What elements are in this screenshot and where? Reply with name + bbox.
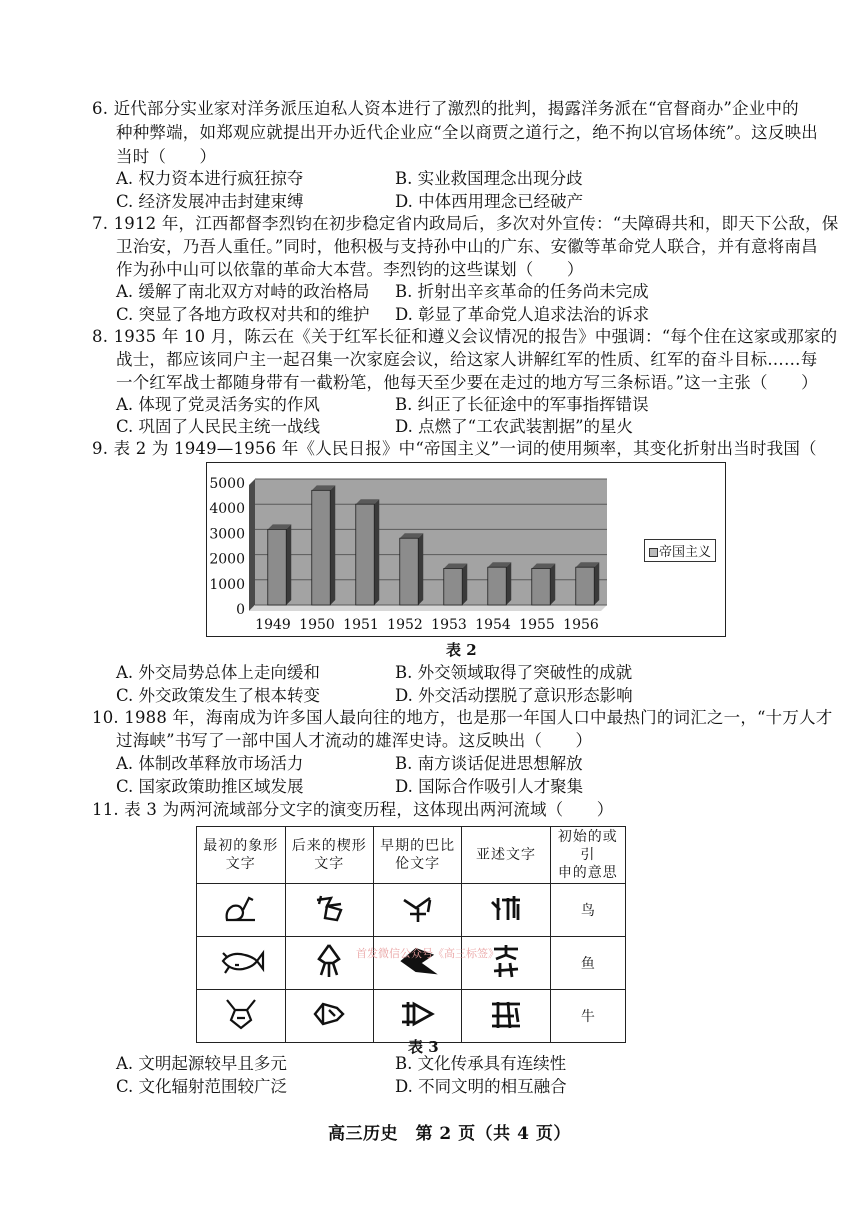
question-text: 卫治安，乃吾人重任。”同时，他积极与支持孙中山的广东、安徽等革命党人联合，并有意将南昌 (116, 237, 818, 256)
x-tick-label: 1956 (563, 617, 599, 633)
table-caption: 表 2 (446, 641, 477, 659)
option-b: B. 实业救国理念出现分歧 (395, 169, 583, 188)
bar-side (286, 524, 291, 605)
page-footer: 高三历史 第 2 页（共 4 页） (328, 1124, 571, 1144)
bird-babylonian-icon (373, 884, 461, 937)
header-assyrian: 亚述文字 (462, 827, 550, 884)
bar-side (374, 499, 379, 605)
chart-legend (644, 539, 716, 562)
bar (400, 538, 418, 605)
bar-side (462, 563, 467, 605)
header-cuneiform: 后来的楔形 文字 (285, 827, 373, 884)
bar (444, 568, 462, 605)
question-text: 过海峡”书写了一部中国人才流动的雄浑史诗。这反映出（ ） (116, 731, 593, 750)
x-tick-label: 1953 (431, 617, 467, 633)
option-d: D. 不同文明的相互融合 (395, 1077, 567, 1096)
question-text: 当时（ ） (116, 147, 217, 166)
y-tick-label: 5000 (209, 476, 245, 492)
option-d: D. 国际合作吸引人才聚集 (395, 777, 584, 796)
ox-assyrian-icon (462, 990, 550, 1043)
option-a: A. 文明起源较早且多元 (116, 1054, 287, 1073)
bar (576, 567, 594, 605)
x-tick-label: 1949 (255, 617, 291, 633)
bar (312, 490, 330, 605)
option-b: B. 纠正了长征途中的军事指挥错误 (395, 395, 649, 414)
bar (268, 529, 286, 605)
legend-swatch-icon (649, 548, 658, 557)
meaning-cell: 鸟 (550, 884, 625, 937)
meaning-cell: 牛 (550, 990, 625, 1043)
option-c: C. 巩固了人民民主统一战线 (116, 417, 321, 436)
option-b: B. 外交领域取得了突破性的成就 (395, 663, 633, 682)
chart-floor (249, 605, 607, 611)
watermark: 首发微信公众号《高三标签》 (356, 947, 499, 960)
question-text: 7. 1912 年，江西都督李烈钧在初步稳定省内政局后，多次对外宣传：“夫障碍共和，即天下公敌，保 (92, 214, 839, 233)
question-text: 10. 1988 年，海南成为许多国人最向往的地方，也是那一年国人口中最热门的词汇之一，“十万人才 (92, 708, 833, 727)
bird-cuneiform-icon (285, 884, 373, 937)
table-row (197, 990, 626, 1043)
option-d: D. 点燃了“工农武装割据”的星火 (395, 417, 634, 436)
bar (356, 504, 374, 605)
option-c: C. 经济发展冲击封建束缚 (116, 192, 304, 211)
bar (532, 568, 550, 605)
question-text: 种种弊端，如郑观应就提出开办近代企业应“全以商贾之道行之，绝不拘以官场体统”。这反映出 (116, 123, 818, 142)
option-b: B. 文化传承具有连续性 (395, 1054, 567, 1073)
header-pictograph: 最初的象形 文字 (197, 827, 286, 884)
bar-side (594, 562, 599, 605)
option-c: C. 文化辐射范围较广泛 (116, 1077, 288, 1096)
bar-side (330, 485, 335, 605)
question-text: 6. 近代部分实业家对洋务派压迫私人资本进行了激烈的批判，揭露洋务派在“官督商办”企业中的 (92, 99, 799, 118)
y-tick-label: 1000 (209, 576, 245, 593)
table-header-row (197, 827, 626, 884)
header-babylonian: 早期的巴比 伦文字 (373, 827, 461, 884)
option-a: A. 权力资本进行疯狂掠夺 (116, 169, 304, 188)
question-text: 作为孙中山可以依靠的革命大本营。李烈钧的这些谋划（ ） (116, 260, 584, 279)
ox-babylonian-icon (373, 990, 461, 1043)
x-tick-label: 1950 (299, 617, 335, 633)
option-c: C. 突显了各地方政权对共和的维护 (116, 305, 370, 324)
y-tick-label: 3000 (209, 526, 245, 543)
bar-side (418, 533, 423, 605)
legend-label: 帝国主义 (659, 545, 712, 560)
option-b: B. 南方谈话促进思想解放 (395, 754, 583, 773)
table-caption: 表 3 (408, 1038, 439, 1056)
option-a: A. 体制改革释放市场活力 (116, 754, 304, 773)
x-tick-label: 1951 (343, 617, 379, 633)
option-a: A. 外交局势总体上走向缓和 (116, 663, 320, 682)
side-wall (249, 479, 255, 611)
option-d: D. 彰显了革命党人追求法治的诉求 (395, 305, 650, 324)
bar-side (550, 563, 555, 605)
option-d: D. 中体西用理念已经破产 (395, 192, 584, 211)
ox-cuneiform-icon (285, 990, 373, 1043)
question-text: 一个红军战士都随身带有一截粉笔，他每天至少要在走过的地方写三条标语。”这一主张（ ） (116, 373, 818, 392)
bird-pictograph-icon (197, 884, 286, 937)
option-a: A. 体现了党灵活务实的作风 (116, 395, 320, 414)
option-c: C. 外交政策发生了根本转变 (116, 686, 321, 705)
x-tick-label: 1952 (387, 617, 423, 633)
y-tick-label: 0 (236, 602, 245, 618)
option-d: D. 外交活动摆脱了意识形态影响 (395, 686, 633, 705)
table-row (197, 884, 626, 937)
question-text: 11. 表 3 为两河流域部分文字的演变历程，这体现出两河流域（ ） (92, 800, 614, 819)
x-tick-label: 1955 (519, 617, 555, 633)
x-tick-label: 1954 (475, 617, 511, 633)
question-text: 战士，都应该同户主一起召集一次家庭会议，给这家人讲解红军的性质、红军的奋斗目标……每 (116, 350, 818, 369)
ox-pictograph-icon (197, 990, 286, 1043)
header-meaning: 初始的或引 申的意思 (550, 827, 625, 884)
option-b: B. 折射出辛亥革命的任务尚未完成 (395, 282, 649, 301)
frequency-bar-chart (206, 462, 726, 637)
y-tick-label: 2000 (209, 551, 245, 568)
bar-side (506, 562, 511, 605)
question-text: 9. 表 2 为 1949—1956 年《人民日报》中“帝国主义”一词的使用频率，其变化折射出当时我国（ (92, 439, 817, 458)
option-c: C. 国家政策助推区域发展 (116, 777, 304, 796)
script-evolution-table (196, 826, 626, 1043)
y-tick-label: 4000 (209, 501, 245, 518)
question-text: 8. 1935 年 10 月，陈云在《关于红军长征和遵义会议情况的报告》中强调：“每个住在这家或那家的 (92, 327, 838, 346)
option-a: A. 缓解了南北双方对峙的政治格局 (116, 282, 370, 301)
fish-pictograph-icon (197, 937, 286, 990)
bird-assyrian-icon (462, 884, 550, 937)
bar (488, 567, 506, 605)
meaning-cell: 鱼 (550, 937, 625, 990)
